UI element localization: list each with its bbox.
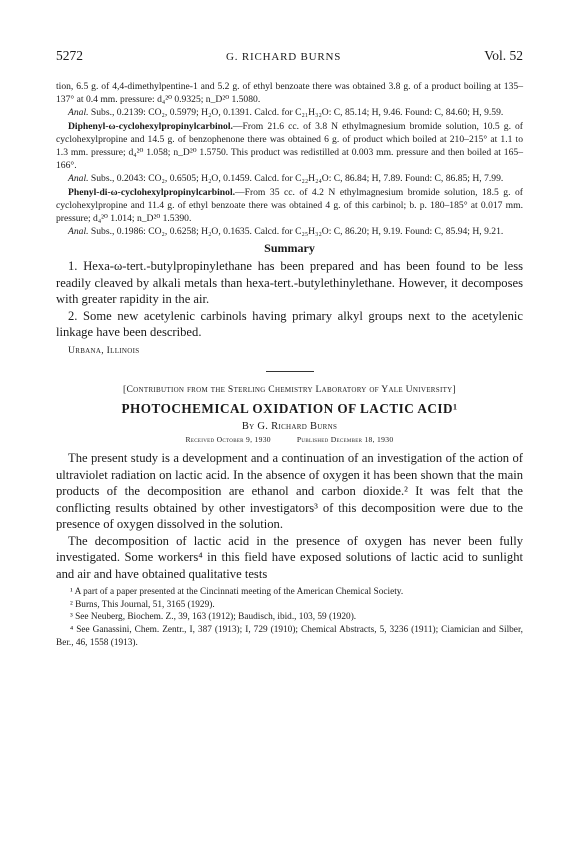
- section-divider: [266, 371, 314, 372]
- summary-heading: Summary: [264, 241, 315, 256]
- article-body: [56, 450, 523, 582]
- compound-paragraph: [56, 186, 523, 226]
- footnote: ³ See Neuberg, Biochem. Z., 39, 163 (1912); Baudisch, ibid., 103, 59 (1920).: [70, 612, 357, 623]
- page-number: 5272: [56, 48, 83, 63]
- article-dates: [56, 435, 523, 444]
- anal-label: Anal.: [68, 107, 89, 119]
- footnote: ¹ A part of a paper presented at the Cincinnati meeting of the American Chemical Society.: [70, 587, 404, 598]
- anal-label: Anal.: [68, 173, 89, 185]
- analysis-paragraph: [56, 225, 523, 238]
- contribution-line: [Contribution from the Sterling Chemistry Laboratory of Yale University]: [122, 384, 457, 396]
- summary-section: [56, 258, 523, 341]
- experimental-section: [56, 80, 523, 238]
- compound-paragraph: [56, 120, 523, 173]
- received-date: Received October 9, 1930: [185, 435, 271, 445]
- running-title: G. RICHARD BURNS: [226, 51, 342, 63]
- volume-label: Vol. 52: [484, 48, 523, 63]
- published-date: Published December 18, 1930: [296, 435, 394, 445]
- analysis-text: Subs., 0.1986: CO₂, 0.6258; H₂O, 0.1635. Calcd. for C₂₅H₃₂O: C, 86.20; H, 9.19. Found: C, 85.94; H, 9.21.: [88, 226, 504, 238]
- summary-item: 1. Hexa-ω-tert.-butylpropinylethane has been prepared and has been found to be less readily cleaved by alkali metals than hexa-tert.-butylethinylethane. However, it decomposes with greater rapidity in the air.: [56, 259, 523, 307]
- location-line: Urbana, Illinois: [68, 344, 140, 356]
- compound-text: —From 35 cc. of 4.2 N ethylmagnesium bromide solution, 18.5 g. of cyclohexylpropine and 11.4 g. of ethyl benzoate there was obtained 4 g. of this carbinol; b. p. 180–185° at 0.017 mm. pressure; d₄²⁰ 1.014; n_D²⁰ 1.5390.: [56, 186, 523, 225]
- body-paragraph: The present study is a development and a continuation of an investigation of the action of ultraviolet radiation on lactic acid. In the absence of oxygen it has been shown that the main products of the decomposition are ethanol and carbon dioxide.² It was felt that the conflicting results obtained by other investigators³ of this decomposition were due to the presence of oxygen dissolved in the solution.: [56, 451, 523, 532]
- footnote: ⁴ See Ganassini, Chem. Zentr., I, 387 (1913); I, 729 (1910); Chemical Abstracts, 5, 3236 (1911); Ciamician and Silber, Ber., 46, 1558 (1913).: [56, 624, 523, 648]
- analysis-paragraph: [56, 106, 523, 119]
- summary-item: 2. Some new acetylenic carbinols having primary alkyl groups next to the acetylenic linkage have been described.: [56, 308, 523, 340]
- compound-text: —From 21.6 cc. of 3.8 N ethylmagnesium bromide solution, 10.5 g. of cyclohexylpropine and 14.5 g. of benzophenone there was obtained 6 g. of product which boiled at 210–215° at 1.1 to 1.3 mm. pressure; d₄²⁰ 1.058; n_D²⁰ 1.5750. This product was redistilled at 0.003 mm. pressure and then boiled at 165–166°.: [56, 120, 523, 172]
- article-author: By G. Richard Burns: [241, 421, 338, 433]
- compound-name: Diphenyl-ω-cyclohexylpropinylcarbinol.: [68, 120, 233, 132]
- footnotes: [56, 586, 523, 649]
- body-paragraph: The decomposition of lactic acid in the presence of oxygen has never been fully investigated. Some workers⁴ in this field have exposed solutions of lactic acid to sunlight and air and have obtained qualitative tests: [56, 533, 523, 581]
- analysis-paragraph: [56, 172, 523, 185]
- article-title: PHOTOCHEMICAL OXIDATION OF LACTIC ACID¹: [121, 401, 458, 417]
- compound-name: Phenyl-di-ω-cyclohexylpropinylcarbinol.: [68, 186, 236, 198]
- analysis-text: Subs., 0.2139: CO₂, 0.5979; H₂O, 0.1391. Calcd. for C₂₁H₃₂O: C, 85.14; H, 9.46. Found: C, 84.60; H, 9.59.: [88, 107, 504, 119]
- experimental-paragraph: tion, 6.5 g. of 4,4-dimethylpentine-1 and 5.2 g. of ethyl benzoate there was obtained 3.8 g. of a product boiling at 135–137° at 0.4 mm. pressure: d₄²⁰ 0.9325; n_D²⁰ 1.5080.: [56, 81, 523, 106]
- page-content: [56, 80, 523, 649]
- analysis-text: Subs., 0.2043: CO₂, 0.6505; H₂O, 0.1459. Calcd. for C₂₂H₂₄O: C, 86.84; H, 7.89. Found: C, 86.85; H, 7.99.: [88, 173, 504, 185]
- footnote: ² Burns, This Journal, 51, 3165 (1929).: [70, 599, 215, 610]
- anal-label: Anal.: [68, 226, 89, 238]
- running-head: [56, 48, 523, 64]
